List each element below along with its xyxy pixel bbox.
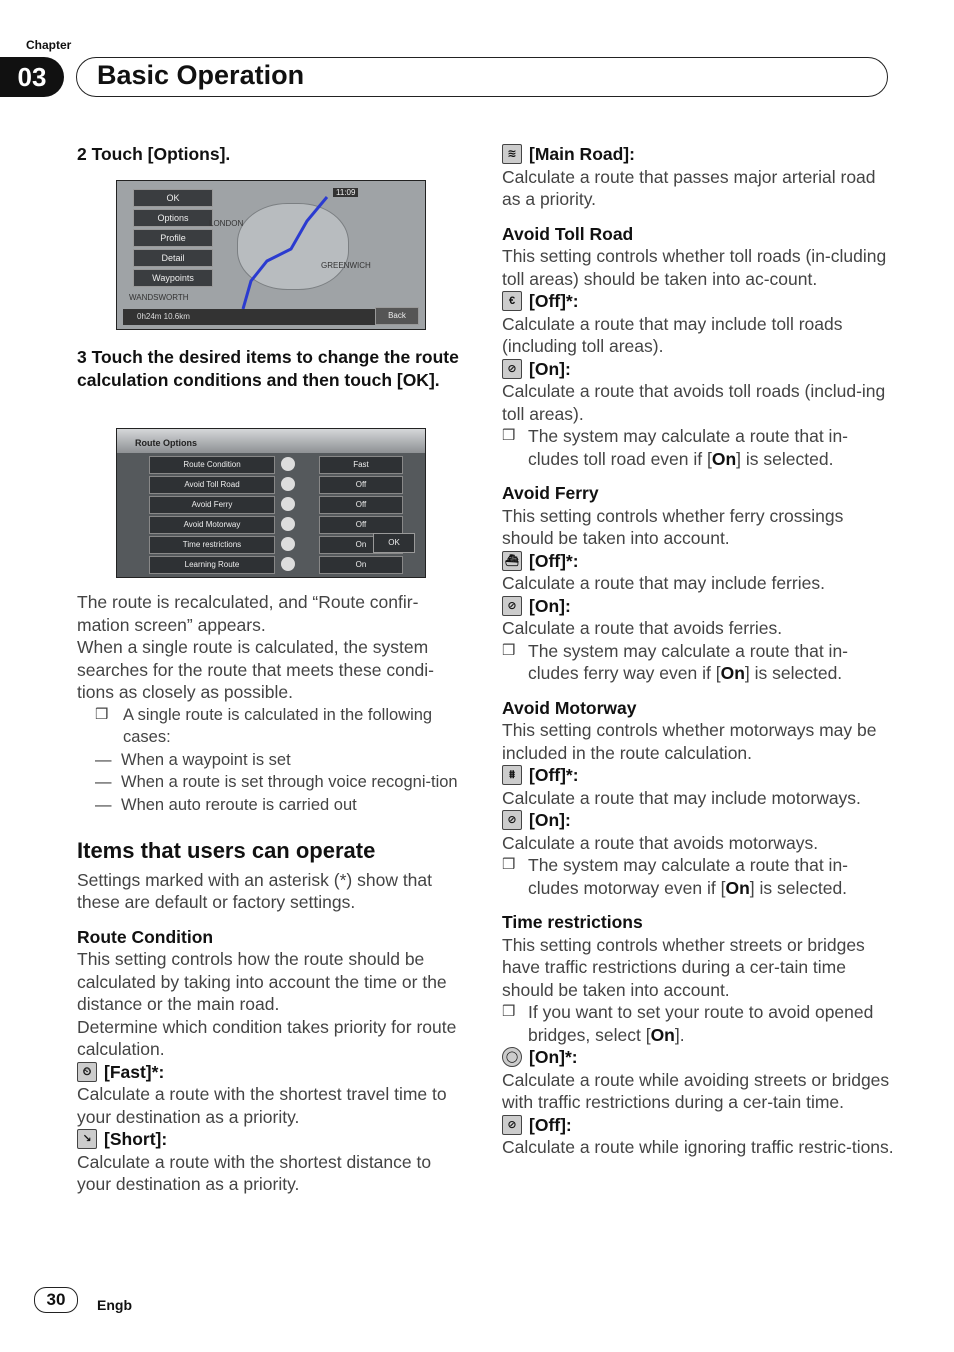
page-number: 30 bbox=[34, 1287, 78, 1313]
checkbox-icon: ❒ bbox=[502, 641, 516, 659]
option-row bbox=[149, 496, 403, 512]
option-label-text: [On]: bbox=[529, 810, 571, 830]
paragraph: The route is recalculated, and “Route confir-mation screen” appears. bbox=[77, 592, 419, 635]
dash-text: When a waypoint is set bbox=[121, 750, 291, 769]
note-text-part: ]. bbox=[674, 1024, 685, 1045]
paragraph: Calculate a route that avoids ferries. bbox=[502, 618, 783, 638]
checkbox-icon: ❒ bbox=[95, 705, 109, 723]
option-label bbox=[502, 1046, 894, 1069]
option-icon bbox=[281, 457, 295, 471]
paragraph: This setting controls whether toll roads (in-cluding toll areas) should be taken into ac-count. bbox=[502, 246, 887, 289]
short-icon: ↘ bbox=[77, 1129, 97, 1149]
checkbox-icon: ❒ bbox=[502, 427, 516, 444]
dash-icon: — bbox=[95, 773, 112, 791]
motorway-off-icon: ⩩ bbox=[502, 765, 522, 785]
option-label bbox=[502, 809, 894, 832]
chapter-title: Basic Operation bbox=[97, 60, 305, 90]
option-row bbox=[149, 536, 403, 552]
left-body bbox=[77, 591, 462, 1196]
paragraph: When a single route is calculated, the system searches for the route that meets these condi-tions as closely as possible. bbox=[77, 637, 434, 702]
note-text bbox=[528, 854, 894, 899]
step-3-wrapper bbox=[77, 346, 462, 391]
menu-detail-button[interactable]: Detail bbox=[133, 249, 213, 267]
note-text-part: If you want to set your route to avoid opened bridges, select [ bbox=[528, 1002, 874, 1045]
option-icon bbox=[281, 517, 295, 531]
option-label bbox=[502, 595, 894, 618]
option-name[interactable]: Learning Route bbox=[149, 556, 275, 574]
menu-options-button[interactable]: Options bbox=[133, 209, 213, 227]
paragraph: Calculate a route while avoiding streets or bridges with traffic restrictions during a cer-tain time. bbox=[502, 1069, 890, 1112]
map-screenshot bbox=[116, 180, 426, 330]
paragraph: Determine which condition takes priority for route calculation. bbox=[77, 1016, 457, 1059]
chapter-label: Chapter bbox=[26, 38, 72, 52]
option-icon bbox=[281, 557, 295, 571]
dash-text: When auto reroute is carried out bbox=[121, 795, 357, 814]
option-label bbox=[502, 143, 894, 166]
paragraph: Calculate a route that passes major arterial road as a priority. bbox=[502, 166, 876, 209]
subheading: Time restrictions bbox=[502, 912, 643, 932]
note-text-part: The system may calculate a route that in-cludes toll road even if [ bbox=[528, 426, 848, 469]
option-label bbox=[502, 1114, 894, 1137]
chapter-number: 03 bbox=[0, 57, 64, 97]
option-icon bbox=[281, 477, 295, 491]
ferry-on-icon: ⊘ bbox=[502, 596, 522, 616]
dash-item bbox=[77, 771, 462, 794]
subheading: Avoid Toll Road bbox=[502, 223, 634, 244]
subheading: Avoid Motorway bbox=[502, 697, 637, 718]
option-value[interactable]: On bbox=[319, 536, 403, 554]
paragraph: Calculate a route that may include ferries. bbox=[502, 573, 825, 593]
options-ok-button[interactable]: OK bbox=[373, 533, 415, 553]
time-restriction-on-icon: ◯ bbox=[502, 1047, 522, 1067]
option-name[interactable]: Avoid Toll Road bbox=[149, 476, 275, 494]
option-value[interactable]: Off bbox=[319, 516, 403, 534]
paragraph: Settings marked with an asterisk (*) show that these are default or factory settings. bbox=[77, 869, 433, 912]
option-name[interactable]: Time restrictions bbox=[149, 536, 275, 554]
map-time: 11:09 bbox=[333, 188, 358, 197]
option-label-text: [On]*: bbox=[529, 1047, 578, 1067]
paragraph: This setting controls whether ferry crossings should be taken into account. bbox=[502, 505, 844, 548]
paragraph: This setting controls whether streets or bridges have traffic restrictions during a cer-tain time should be taken into account. bbox=[502, 934, 865, 1000]
option-name[interactable]: Avoid Motorway bbox=[149, 516, 275, 534]
route-options-title: Route Options bbox=[117, 429, 426, 453]
menu-ok-button[interactable]: OK bbox=[133, 189, 213, 207]
map-label-wandsworth: WANDSWORTH bbox=[129, 293, 189, 302]
dash-text: When a route is set through voice recogni-tion bbox=[121, 773, 458, 791]
checkbox-icon: ❒ bbox=[502, 1003, 516, 1020]
note-text-part: The system may calculate a route that in-cludes ferry way even if [ bbox=[528, 640, 848, 683]
paragraph: Calculate a route with the shortest distance to your destination as a priority. bbox=[77, 1151, 432, 1194]
paragraph: Calculate a route that avoids motorways. bbox=[502, 832, 819, 853]
option-label-text: [On]: bbox=[529, 358, 571, 379]
option-label bbox=[502, 358, 894, 381]
paragraph: Calculate a route that avoids toll roads (includ-ing toll areas). bbox=[502, 381, 886, 424]
left-column bbox=[77, 143, 462, 166]
option-label-text: [Fast]*: bbox=[104, 1061, 165, 1082]
option-value[interactable]: Off bbox=[319, 496, 403, 514]
step-2: 2 Touch [Options]. bbox=[77, 144, 231, 164]
note bbox=[77, 704, 462, 749]
option-label bbox=[77, 1061, 462, 1084]
page-language: Engb bbox=[97, 1297, 132, 1313]
option-row bbox=[149, 516, 403, 532]
fast-icon: ⏲ bbox=[77, 1062, 97, 1082]
option-label-text: [On]: bbox=[529, 595, 571, 616]
subheading: Route Condition bbox=[77, 926, 214, 947]
note-text-part: ] is selected. bbox=[744, 663, 843, 683]
map-label-london: LONDON bbox=[209, 219, 244, 228]
on-word: On bbox=[725, 877, 750, 898]
on-word: On bbox=[711, 448, 737, 469]
note-text: A single route is calculated in the following cases: bbox=[123, 705, 433, 746]
option-label-text: [Off]*: bbox=[529, 765, 579, 785]
ferry-off-icon: ⛴ bbox=[502, 551, 522, 571]
dash-item bbox=[77, 794, 462, 817]
subheading: Avoid Ferry bbox=[502, 483, 599, 503]
note bbox=[502, 425, 894, 470]
option-label bbox=[502, 764, 894, 787]
option-icon bbox=[281, 497, 295, 511]
option-label-text: [Off]*: bbox=[529, 550, 579, 571]
note-text bbox=[528, 425, 894, 470]
paragraph: Calculate a route that may include motorways. bbox=[502, 787, 861, 808]
step-3: 3 Touch the desired items to change the route calculation conditions and then touch [OK]. bbox=[77, 347, 459, 390]
note-text-part: ] is selected. bbox=[736, 448, 834, 469]
option-value[interactable]: Off bbox=[319, 476, 403, 494]
dash-item bbox=[77, 749, 462, 772]
on-word: On bbox=[720, 663, 745, 683]
option-label-text: [Short]: bbox=[104, 1129, 168, 1149]
section-heading: Items that users can operate bbox=[77, 838, 376, 863]
menu-profile-button[interactable]: Profile bbox=[133, 229, 213, 247]
option-value[interactable]: Fast bbox=[319, 456, 403, 474]
toll-on-icon: ⊘ bbox=[502, 359, 522, 379]
map-label-greenwich: GREENWICH bbox=[321, 261, 371, 270]
map-status-bar: 0h24m 10.6km bbox=[123, 309, 381, 325]
dash-icon: — bbox=[95, 750, 112, 769]
option-row bbox=[149, 476, 403, 492]
note-text-part: ] is selected. bbox=[749, 877, 848, 898]
option-row bbox=[149, 556, 403, 572]
main-road-icon: ≋ bbox=[502, 144, 522, 164]
option-label bbox=[77, 1128, 462, 1151]
on-word: On bbox=[650, 1024, 675, 1045]
note bbox=[502, 1001, 894, 1046]
toll-off-icon: € bbox=[502, 291, 522, 311]
right-column bbox=[502, 143, 894, 1159]
paragraph: This setting controls how the route should be calculated by taking into account the time or the distance or the main road. bbox=[77, 949, 447, 1014]
option-value[interactable]: On bbox=[319, 556, 403, 574]
option-label-text: [Off]*: bbox=[529, 291, 579, 311]
note bbox=[502, 640, 894, 685]
motorway-on-icon: ⊘ bbox=[502, 810, 522, 830]
time-restriction-off-icon: ⊘ bbox=[502, 1115, 522, 1135]
option-label-text: [Main Road]: bbox=[529, 144, 635, 164]
checkbox-icon: ❒ bbox=[502, 856, 516, 873]
note-text bbox=[528, 1001, 894, 1046]
dash-icon: — bbox=[95, 795, 112, 814]
paragraph: Calculate a route with the shortest travel time to your destination as a priority. bbox=[77, 1084, 447, 1127]
option-row bbox=[149, 456, 403, 472]
note-text bbox=[528, 640, 894, 685]
route-options-screenshot bbox=[116, 428, 426, 578]
option-name[interactable]: Route Condition bbox=[149, 456, 275, 474]
map-back-button[interactable]: Back bbox=[375, 307, 419, 325]
paragraph: This setting controls whether motorways may be included in the route calculation. bbox=[502, 720, 877, 763]
paragraph: Calculate a route that may include toll roads (including toll areas). bbox=[502, 313, 843, 356]
option-label bbox=[502, 290, 894, 313]
option-label-text: [Off]: bbox=[529, 1114, 572, 1135]
option-label bbox=[502, 550, 894, 573]
note-text-part: The system may calculate a route that in-cludes motorway even if [ bbox=[528, 855, 848, 898]
option-icon bbox=[281, 537, 295, 551]
menu-waypoints-button[interactable]: Waypoints bbox=[133, 269, 213, 287]
note bbox=[502, 854, 894, 899]
option-name[interactable]: Avoid Ferry bbox=[149, 496, 275, 514]
paragraph: Calculate a route while ignoring traffic restric-tions. bbox=[502, 1137, 894, 1157]
